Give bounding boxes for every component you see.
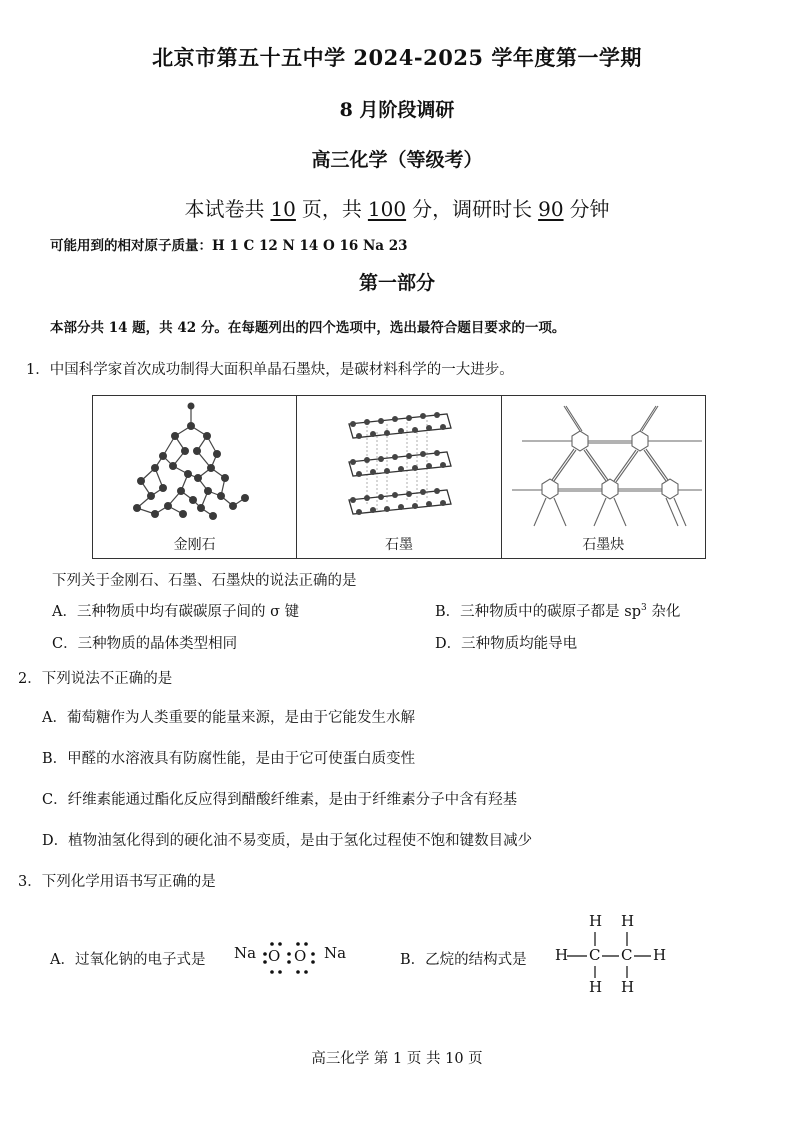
- info-mid1: 页，共: [301, 197, 362, 221]
- q2-option-a[interactable]: A．葡萄糖作为人类重要的能量来源，是由于它能发生水解: [42, 710, 415, 726]
- exam-subject: 高三化学（等级考）: [311, 149, 483, 171]
- q1-option-c[interactable]: C．三种物质的晶体类型相同: [52, 636, 238, 652]
- exam-subtitle: 8 月阶段调研: [339, 99, 455, 121]
- info-post: 分钟: [569, 197, 610, 221]
- q3-option-b[interactable]: B．乙烷的结构式是: [400, 952, 527, 968]
- h-right: H: [653, 946, 667, 964]
- diamond-cell: [93, 396, 297, 558]
- q1-option-b-pre: B．三种物质中的碳原子都是 sp: [435, 604, 641, 620]
- q3-stem: 3．下列化学用语书写正确的是: [18, 874, 216, 890]
- exam-title: 北京市第五十五中学 2024-2025 学年度第一学期: [152, 45, 642, 70]
- caption-diamond: 金刚石: [173, 537, 216, 553]
- q1-prompt: 下列关于金刚石、石墨、石墨炔的说法正确的是: [52, 573, 357, 589]
- atomic-mass-line: 可能用到的相对原子质量：H 1 C 12 N 14 O 16 Na 23: [50, 238, 408, 254]
- na-left: Na: [234, 944, 257, 962]
- q3-option-a[interactable]: A．过氧化钠的电子式是: [50, 952, 206, 968]
- h-bottom-2: H: [621, 978, 635, 996]
- info-pages: 10: [270, 197, 296, 221]
- info-mid2: 分，调研时长: [412, 197, 533, 221]
- q1-option-b-sup: 3: [641, 603, 647, 614]
- exam-info: [0, 193, 794, 222]
- electron-dots: [232, 938, 356, 978]
- ethane-structure: [555, 912, 675, 998]
- h-top-2: H: [621, 912, 635, 930]
- caption-graphdiyne: 石墨炔: [582, 537, 625, 553]
- q1-option-d[interactable]: D．三种物质均能导电: [435, 636, 578, 652]
- q1-option-b-post: 杂化: [646, 604, 681, 620]
- sodium-peroxide-lewis: [232, 938, 356, 978]
- part-instructions: 本部分共 14 题，共 42 分。在每题列出的四个选项中，选出最符合题目要求的一项。: [50, 320, 566, 336]
- graphdiyne-cell: [502, 396, 705, 558]
- oxygen-1: O: [268, 947, 281, 965]
- h-left: H: [555, 946, 569, 964]
- q1-figure: [92, 395, 706, 559]
- caption-graphite: 石墨: [384, 537, 413, 553]
- info-time: 90: [538, 197, 564, 221]
- h-top-1: H: [589, 912, 603, 930]
- oxygen-2: O: [294, 947, 307, 965]
- h-bottom-1: H: [589, 978, 603, 996]
- q2-option-b[interactable]: B．甲醛的水溶液具有防腐性能，是由于它可使蛋白质变性: [42, 751, 416, 767]
- q2-option-c[interactable]: C．纤维素能通过酯化反应得到醋酸纤维素，是由于纤维素分子中含有羟基: [42, 792, 518, 808]
- graphite-cell: [297, 396, 501, 558]
- na-right: Na: [324, 944, 347, 962]
- q1-stem: 1．中国科学家首次成功制得大面积单晶石墨炔，是碳材料科学的一大进步。: [26, 362, 514, 378]
- part-title: 第一部分: [358, 272, 435, 294]
- q2-option-d[interactable]: D．植物油氢化得到的硬化油不易变质，是由于氢化过程使不饱和键数目减少: [42, 833, 533, 849]
- q1-option-a[interactable]: A．三种物质中均有碳碳原子间的 σ 键: [52, 604, 300, 620]
- info-score: 100: [367, 197, 407, 221]
- q1-option-b[interactable]: [435, 600, 680, 621]
- info-pre: 本试卷共: [184, 197, 265, 221]
- q2-stem: 2．下列说法不正确的是: [18, 671, 173, 687]
- c-2: C: [621, 946, 633, 964]
- c-1: C: [589, 946, 601, 964]
- ethane-bonds: [555, 912, 675, 998]
- page-footer: 高三化学 第 1 页 共 10 页: [311, 1051, 483, 1067]
